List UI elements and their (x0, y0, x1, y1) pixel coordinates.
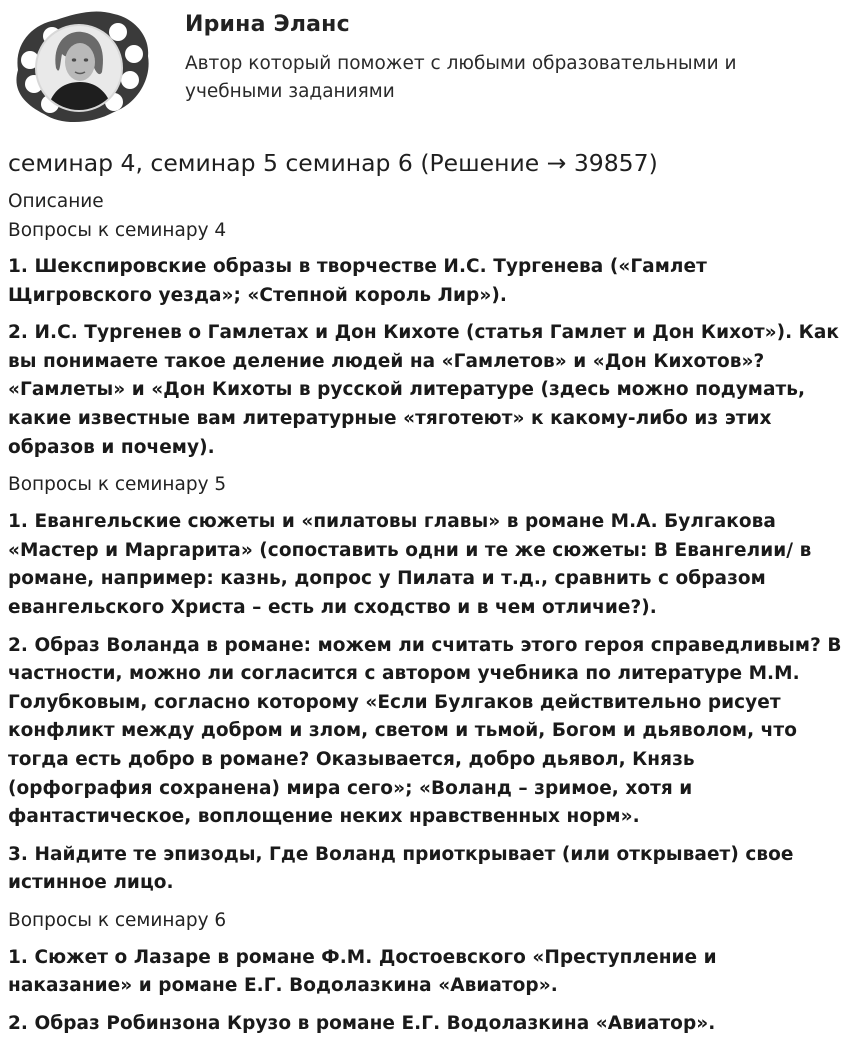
author-header (0, 0, 847, 130)
question-item: 3. Найдите те эпизоды, Где Воланд приоткрывает (или открывает) свое истинное лицо. (8, 843, 794, 894)
section-heading: Вопросы к семинару 5 (8, 474, 227, 496)
question-item: 1. Шекспировские образы в творчестве И.С. Тургенева («Гамлет Щигровского уезда»; «Степной король Лир»). (8, 256, 707, 306)
description-label: Описание (8, 191, 104, 212)
question-item: 2. Образ Робинзона Крузо в романе Е.Г. Водолазкина «Авиатор». (8, 1013, 716, 1035)
section-heading: Вопросы к семинару 4 (8, 220, 227, 241)
document-content (8, 146, 844, 1048)
section-seminar-6 (8, 907, 844, 1039)
section-seminar-5 (8, 471, 844, 898)
question-item: 2. И.С. Тургенев о Гамлетах и Дон Кихоте (статья Гамлет и Дон Кихот»). Как вы понимаете такое деление людей на «Гамлетов» и «Дон Кихотов»? «Гамлеты» и «Дон Кихоты в русской литературе (здесь можно подумать, какие известные вам литературные «тяготеют» к какому-либо из этих образов и почему). (8, 322, 839, 458)
question-item: 2. Образ Воланда в романе: можем ли считать этого героя справедливым? В частности, можно ли согласится с автором учебника по литературе М.М. Голубковым, согласно которому «Если Булгаков действительно рисует конфликт между добром и злом, светом и тьмой, Богом и дьяволом, что тогда есть добро в романе? Оказывается, добро дьявол, Князь (орфография сохранена) мира сего»; «Воланд – зримое, хотя и фантастическое, воплощение неких нравственных норм». (8, 634, 842, 828)
author-avatar[interactable] (6, 6, 154, 128)
film-reel-portrait-icon (6, 6, 154, 128)
author-description: Автор который поможет с любыми образовательными и учебными заданиями (185, 53, 737, 102)
document-title: семинар 4, семинар 5 семинар 6 (Решение → 39857) (8, 149, 658, 177)
question-item: 1. Сюжет о Лазаре в романе Ф.М. Достоевского «Преступление и наказание» и романе Е.Г. Водолазкина «Авиатор». (8, 946, 717, 997)
section-heading: Вопросы к семинару 6 (8, 909, 227, 931)
author-name[interactable]: Ирина Эланс (185, 12, 350, 37)
question-item: 1. Евангельские сюжеты и «пилатовы главы» в романе М.А. Булгакова «Мастер и Маргарита» (сопоставить одни и те же сюжеты: В Евангелии/ в романе, например: казнь, допрос у Пилата и т.д., сравнить с образом евангельского Христа – есть ли сходство и в чем отличие?). (8, 511, 812, 618)
section-seminar-4 (8, 217, 844, 462)
